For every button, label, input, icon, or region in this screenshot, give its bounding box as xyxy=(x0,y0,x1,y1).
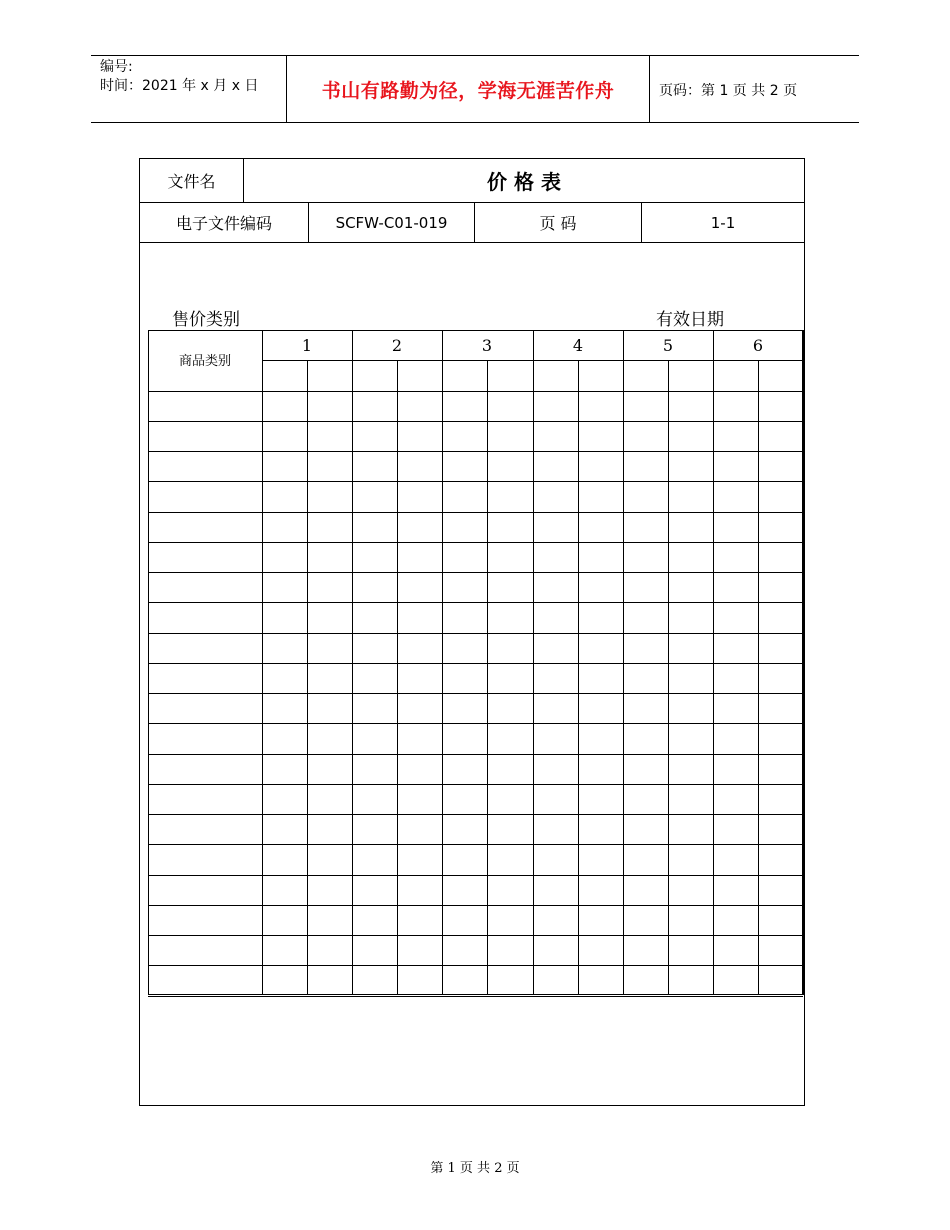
grid-line xyxy=(148,663,803,664)
grid-line xyxy=(148,754,803,755)
code-value: SCFW-C01-019 xyxy=(335,213,448,232)
grid-line xyxy=(148,572,803,573)
file-name-label: 文件名 xyxy=(167,172,216,191)
price-table xyxy=(148,330,803,995)
header-motto: 书山有路勤为径，学海无涯苦作舟 xyxy=(321,80,615,102)
grid-line xyxy=(148,693,803,694)
grid-line xyxy=(148,633,803,634)
title-row xyxy=(140,159,804,203)
code-label: 电子文件编码 xyxy=(175,214,272,233)
header-divider xyxy=(649,56,650,122)
grid-line xyxy=(668,360,669,995)
grid-line xyxy=(148,996,803,997)
grid-line xyxy=(148,965,803,966)
page-footer: 第 1 页 共 2 页 xyxy=(430,1161,520,1176)
grid-line xyxy=(148,814,803,815)
price-category-label: 售价类别 xyxy=(172,310,240,330)
number-label: 编号: xyxy=(100,59,133,75)
grid-line xyxy=(803,330,804,995)
code-row xyxy=(140,203,804,243)
header-page-info: 页码：第 1 页 共 2 页 xyxy=(659,83,798,99)
column-number: 1 xyxy=(301,335,313,355)
grid-line xyxy=(148,602,803,603)
grid-line xyxy=(487,360,488,995)
column-number: 6 xyxy=(752,335,764,355)
column-number: 5 xyxy=(662,335,674,355)
grid-line xyxy=(148,451,803,452)
column-number: 2 xyxy=(391,335,403,355)
grid-line xyxy=(148,723,803,724)
grid-line xyxy=(623,330,624,995)
row-header-label: 商品类别 xyxy=(178,354,231,369)
grid-line xyxy=(397,360,398,995)
column-number: 3 xyxy=(481,335,493,355)
grid-line xyxy=(262,330,263,995)
page-value: 1-1 xyxy=(710,213,736,232)
grid-line xyxy=(148,844,803,845)
valid-date-label: 有效日期 xyxy=(656,310,724,330)
grid-line xyxy=(148,994,803,995)
grid-line xyxy=(148,330,149,995)
page-header xyxy=(91,55,859,123)
grid-line xyxy=(148,784,803,785)
page-label: 页 码 xyxy=(539,214,577,233)
grid-line xyxy=(148,391,803,392)
grid-line xyxy=(802,330,803,995)
grid-line xyxy=(713,330,714,995)
grid-line xyxy=(442,330,443,995)
grid-line xyxy=(307,360,308,995)
grid-line xyxy=(533,330,534,995)
grid-line xyxy=(758,360,759,995)
grid-line xyxy=(148,935,803,936)
document-title: 价 格 表 xyxy=(487,170,561,194)
column-number: 4 xyxy=(572,335,584,355)
grid-line xyxy=(148,875,803,876)
header-left xyxy=(100,58,258,96)
time-label: 时间：2021 年 x 月 x 日 xyxy=(100,78,259,94)
grid-line xyxy=(578,360,579,995)
grid-line xyxy=(148,421,803,422)
grid-line xyxy=(148,542,803,543)
grid-line xyxy=(352,330,353,995)
grid-line xyxy=(148,512,803,513)
grid-line xyxy=(148,905,803,906)
grid-line xyxy=(148,481,803,482)
